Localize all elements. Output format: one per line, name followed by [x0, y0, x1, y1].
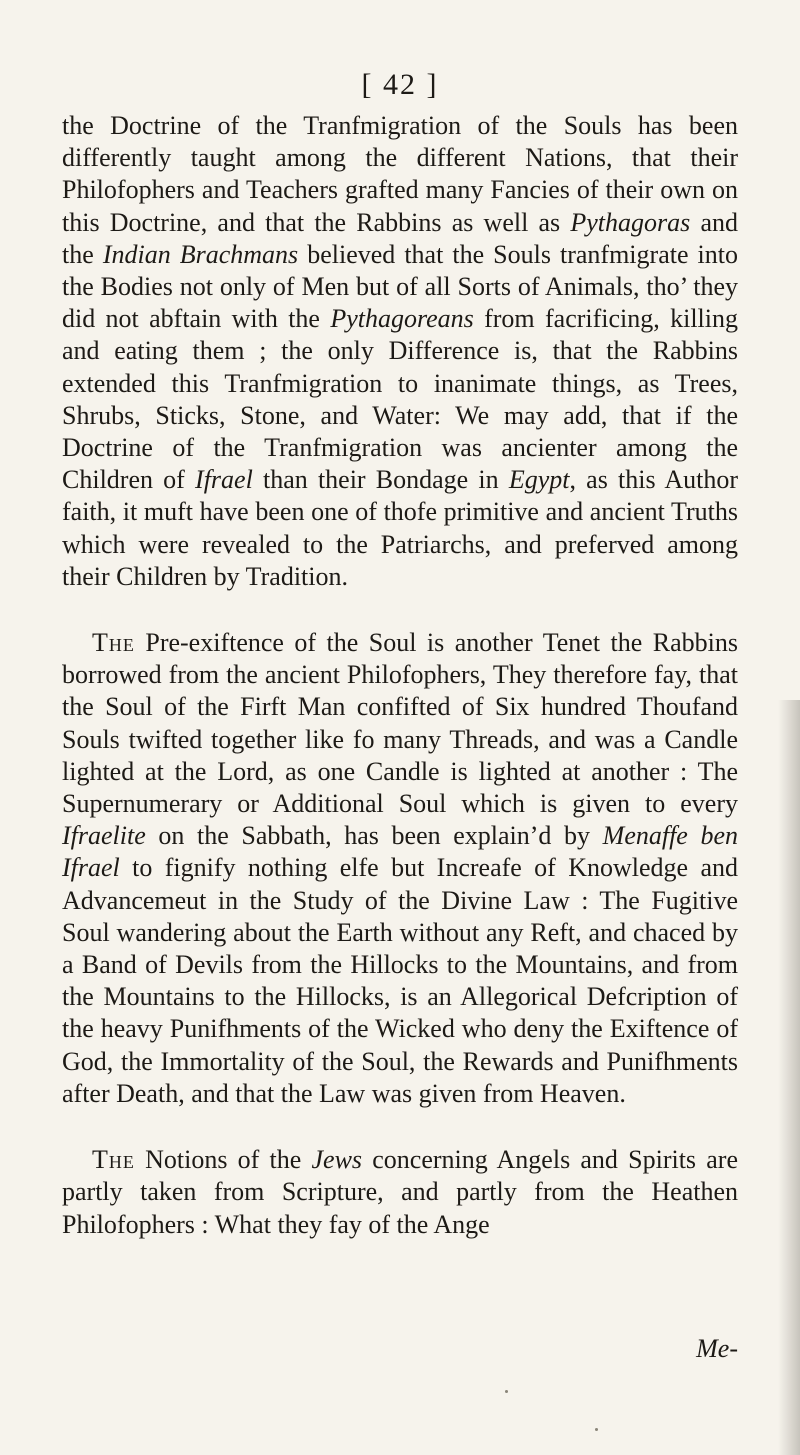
- text-run: Notions of the: [134, 1145, 312, 1175]
- paragraph-3: [62, 1144, 738, 1241]
- body-text: [62, 110, 738, 1241]
- small-caps-word: The: [92, 1145, 135, 1175]
- italic-text-run: Jews: [311, 1145, 363, 1175]
- italic-text-run: Pythagoreans: [330, 304, 474, 334]
- paper-speck: [595, 1428, 598, 1431]
- text-run: concerning Angels and Spirits are partly taken from Scripture, and partly from the Heathen Philofophers : What they fay of the Ange: [62, 1145, 738, 1239]
- text-run: believed that the Souls tranfmigrate into the Bodies not only of Men but of all Sorts of Animals, tho’ they did not abftain with the: [62, 239, 738, 334]
- italic-text-run: Ifraelite: [62, 821, 146, 851]
- italic-text-run: Menaffe ben Ifrael: [62, 821, 738, 883]
- paper-speck: [505, 1390, 508, 1393]
- text-run: Pre-exiftence of the Soul is another Tenet the Rabbins borrowed from the ancient Philofophers, They therefore fay, that the Soul of the Firft Man confifted of Six hundred Thoufand Souls twifted together like fo many Threads, and was a Candle lighted at the Lord, as one Candle is lighted at another : The Supernumerary or Additional Soul which is given to every: [62, 628, 738, 819]
- paragraph-1: [62, 110, 738, 593]
- text-run: and the: [62, 207, 738, 269]
- italic-text-run: Indian Brachmans: [102, 239, 299, 269]
- page-number: [ 42 ]: [361, 68, 439, 101]
- text-run: the Doctrine of the Tranfmigration of the Souls has been differently taught among the different Nations, that their Philofophers and Teachers grafted many Fancies of their own on this Doctrine, and that the Rabbins as well as: [62, 111, 738, 237]
- italic-text-run: Pythagoras: [570, 207, 691, 237]
- italic-text-run: Egypt: [508, 465, 570, 495]
- page-edge-shadow: [778, 700, 800, 1455]
- text-run: than their Bondage in: [252, 465, 509, 495]
- paragraph-2: [62, 627, 738, 1110]
- catchword: Me-: [696, 1334, 738, 1363]
- text-run: to fignify nothing elfe but Increafe of Knowledge and Advancemeut in the Study of the Divine Law : The Fugitive Soul wandering about the Earth without any Reft, and chaced by a Band of Devils from the Hillocks to the Mountains, and from the Mountains to the Hillocks, is an Allegorical Defcription of the heavy Punifhments of the Wicked who deny the Exiftence of God, the Immortality of the Soul, the Rewards and Punifhments after Death, and that the Law was given from Heaven.: [62, 853, 738, 1108]
- text-run: , as this Author faith, it muft have been one of thofe primitive and ancient Truths which were revealed to the Patriarchs, and preferved among their Children by Tradition.: [62, 465, 738, 591]
- italic-text-run: Ifrael: [195, 465, 253, 495]
- small-caps-word: The: [92, 628, 135, 658]
- text-run: from facrificing, killing and eating them ; the only Difference is, that the Rabbins extended this Tranfmigration to inanimate things, as Trees, Shrubs, Sticks, Stone, and Water: We may add, that if the Doctrine of the Tranfmigration was ancienter among the Children of: [62, 304, 738, 495]
- text-run: on the Sabbath, has been explain’d by: [145, 821, 603, 851]
